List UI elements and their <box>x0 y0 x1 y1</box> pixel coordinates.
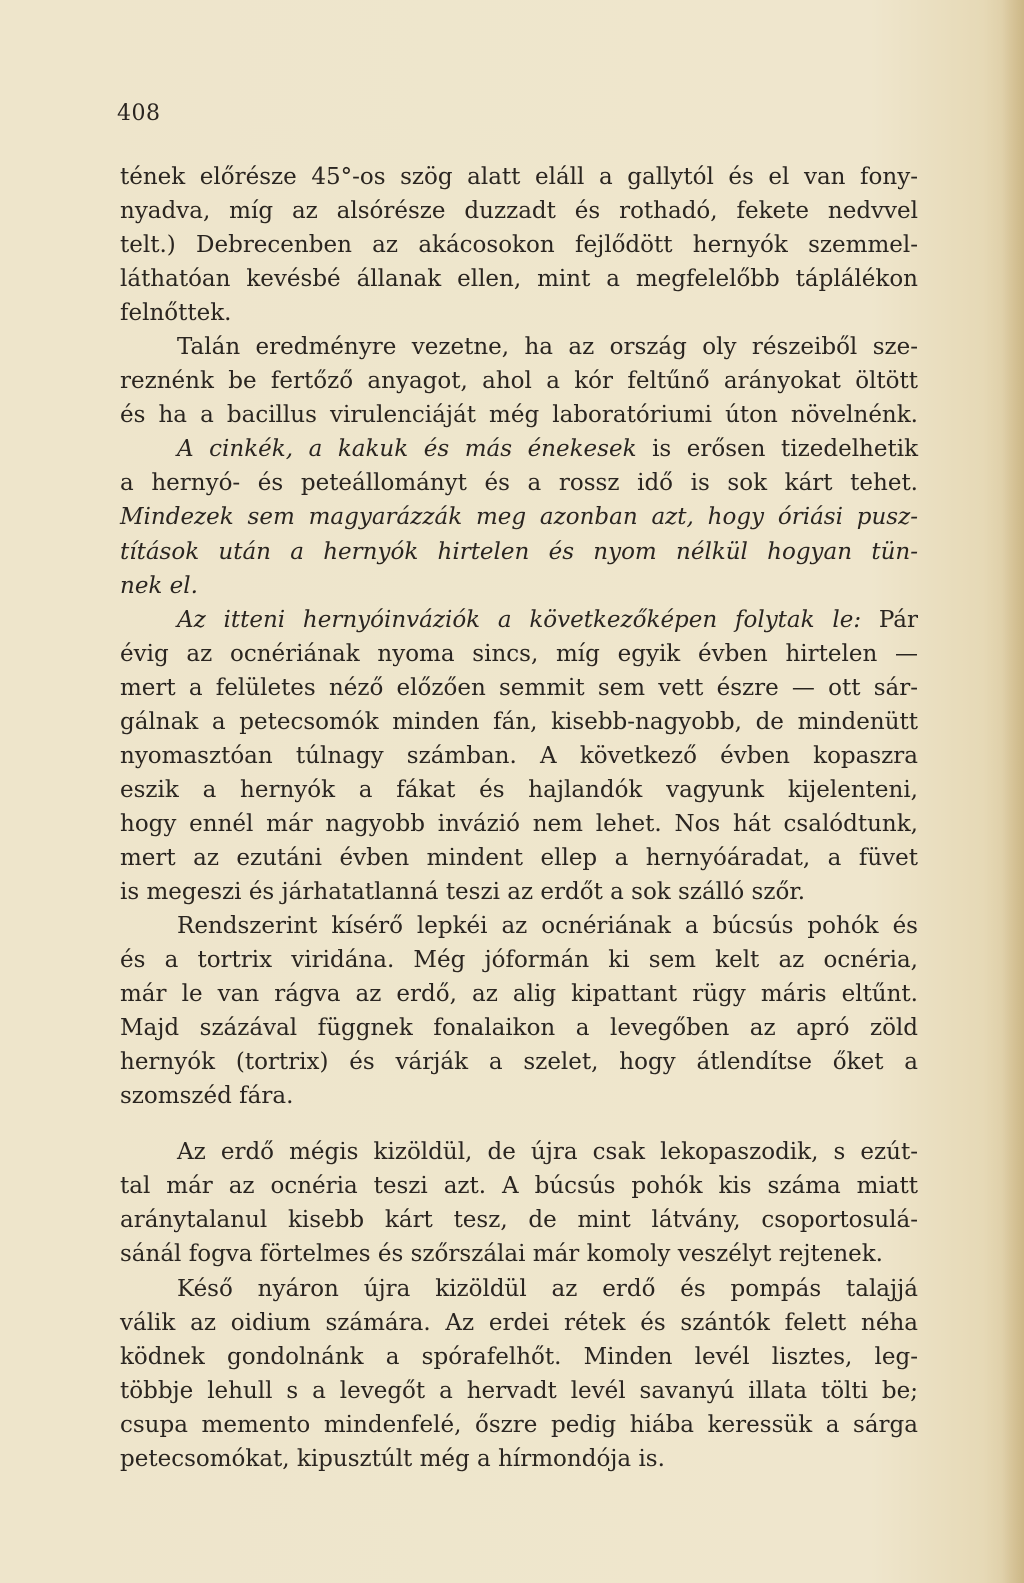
text-line: gálnak a petecsomók minden fán, kisebb-nagyobb, de mindenütt <box>120 708 918 735</box>
italic-phrase: A cinkék, a kakuk és más énekesek <box>177 436 637 463</box>
text-line: többje lehull s a levegőt a hervadt levél savanyú illata tölti be; <box>120 1377 918 1404</box>
text-line: títások után a hernyók hirtelen és nyom nélkül hogyan tün- <box>120 538 918 565</box>
text-line: Késő nyáron újra kizöldül az erdő és pompás talajjá <box>177 1275 918 1302</box>
text-line: tének előrésze 45°-os szög alatt eláll a gallytól és el van fony- <box>120 164 918 190</box>
paragraph-gap <box>120 1113 918 1135</box>
text-line: reznénk be fertőző anyagot, ahol a kór feltűnő arányokat öltött <box>120 368 918 395</box>
text-line: Az erdő mégis kizöldül, de újra csak lekopaszodik, s ezút- <box>177 1139 918 1166</box>
text-line: Talán eredményre vezetne, ha az ország oly részeiből sze- <box>177 334 918 361</box>
text-line: és ha a bacillus virulenciáját még laboratóriumi úton növelnénk. <box>120 402 918 429</box>
text-line: csupa memento mindenfelé, őszre pedig hiába keressük a sárga <box>120 1411 918 1438</box>
text-line: aránytalanul kisebb kárt tesz, de mint látvány, csoportosulá- <box>120 1207 918 1234</box>
text-line: szomszéd fára. <box>120 1083 294 1110</box>
text-line <box>120 432 918 466</box>
text-line: telt.) Debrecenben az akácosokon fejlődött hernyók szemmel- <box>120 232 918 259</box>
page-edge-shadow <box>1002 0 1024 1583</box>
text-line: nek el. <box>120 572 198 599</box>
body-text <box>120 160 918 1476</box>
text-line: nyadva, míg az alsórésze duzzadt és rothadó, fekete nedvvel <box>120 198 918 225</box>
text-line: válik az oidium számára. Az erdei rétek és szántók felett néha <box>120 1309 918 1336</box>
text-line: a hernyó- és peteállományt és a rossz idő is sok kárt tehet. <box>120 470 918 497</box>
italic-phrase: Az itteni hernyóinváziók a következőképen folytak le: <box>177 606 862 633</box>
text-line: Majd százával függnek fonalaikon a levegőben az apró zöld <box>120 1015 918 1042</box>
text-line: Mindezek sem magyarázzák meg azonban azt, hogy óriási pusz- <box>120 504 918 531</box>
text-line: mert a felületes néző előzően semmit sem vett észre — ott sár- <box>120 674 918 701</box>
text-line: hogy ennél már nagyobb invázió nem lehet. Nos hát csalódtunk, <box>120 810 918 837</box>
text-line: hernyók (tortrix) és várják a szelet, hogy átlendítse őket a <box>120 1049 918 1076</box>
text-line: Rendszerint kísérő lepkéi az ocnériának a búcsús pohók és <box>177 913 918 940</box>
text-line <box>120 603 918 637</box>
text-line: tal már az ocnéria teszi azt. A búcsús pohók kis száma miatt <box>120 1173 918 1200</box>
text-line: petecsomókat, kipusztúlt még a hírmondója is. <box>120 1445 665 1472</box>
text-line: ködnek gondolnánk a spórafelhőt. Minden levél lisztes, leg- <box>120 1343 918 1370</box>
text-line: nyomasztóan túlnagy számban. A következő évben kopaszra <box>120 742 918 769</box>
text-line: és a tortrix viridána. Még jóformán ki sem kelt az ocnéria, <box>120 947 918 974</box>
text-line: felnőttek. <box>120 300 232 327</box>
text-line: már le van rágva az erdő, az alig kipattant rügy máris eltűnt. <box>120 981 918 1008</box>
text-line: láthatóan kevésbé állanak ellen, mint a megfelelőbb táplálékon <box>120 266 918 293</box>
text-line: mert az ezutáni évben mindent ellep a hernyóáradat, a füvet <box>120 844 918 871</box>
page-number: 408 <box>117 101 161 126</box>
text-line: évig az ocnériának nyoma sincs, míg egyik évben hirtelen — <box>120 640 918 667</box>
text-fragment: is erősen tizedelhetik <box>652 436 919 463</box>
text-fragment: Pár <box>878 606 919 633</box>
text-line: is megeszi és járhatatlanná teszi az erdőt a sok szálló szőr. <box>120 878 806 905</box>
text-line: sánál fogva förtelmes és szőrszálai már komoly veszélyt rejtenek. <box>120 1241 883 1268</box>
text-line: eszik a hernyók a fákat és hajlandók vagyunk kijelenteni, <box>120 776 918 803</box>
